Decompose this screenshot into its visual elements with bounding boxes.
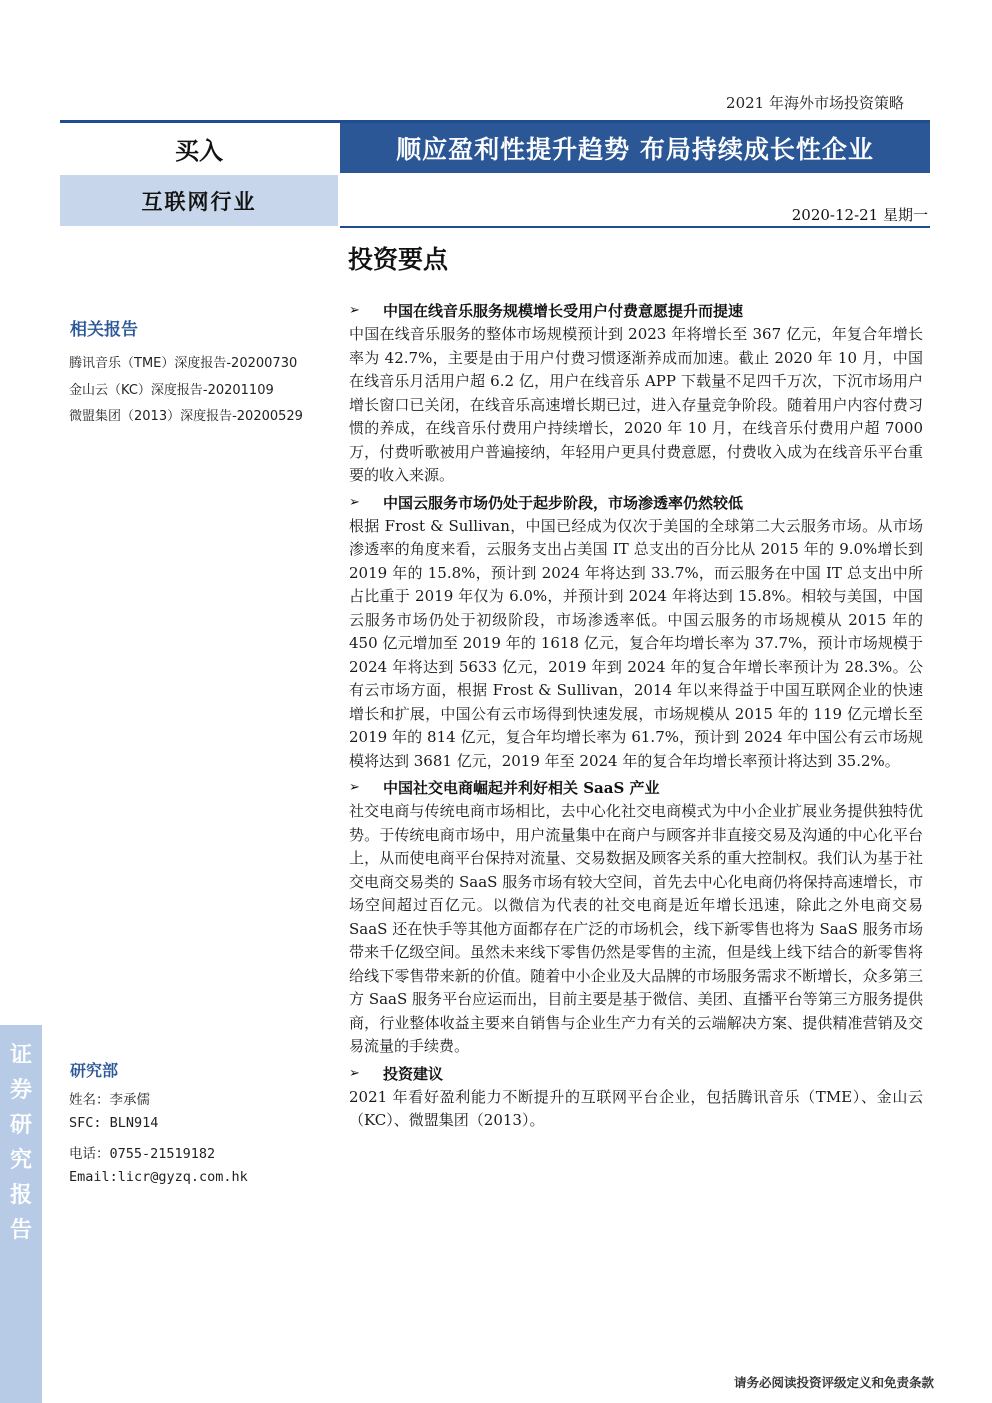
arrowhead-bullet-icon: ➢	[349, 303, 360, 318]
bullet-heading	[349, 775, 923, 800]
analyst-name: 姓名：李承儒	[69, 1092, 150, 1108]
analyst-email[interactable]: Email:licr@gyzq.com.hk	[69, 1169, 248, 1185]
paragraph: 中国在线音乐服务的整体市场规模预计到 2023 年将增长至 367 亿元，年复合年增长率为 42.7%，主要是由于用户付费习惯逐渐养成而加速。截止 2020 年 10 月，中国在线音乐月活用户超 6.2 亿，用户在线音乐 APP 下载量不足四千万次，下沉市场用户增长窗口已关闭，在线音乐高速增长期已过，进入存量竞争阶段。随着用户内容付费习惯的养成，在线音乐付费用户持续增长，2020 年 10 月，在线音乐付费用户超 7000 万，付费听歌被用户普遍接纳，年轻用户更具付费意愿，付费收入成为在线音乐平台重要的收入来源。	[349, 325, 923, 484]
footer-disclaimer: 请务必阅读投资评级定义和免责条款	[733, 1375, 934, 1390]
research-dept-title: 研究部	[70, 1061, 119, 1080]
rating-label: 买入	[175, 135, 223, 165]
bullet-heading-text: 投资建议	[383, 1064, 444, 1083]
bullet-heading	[349, 490, 923, 515]
analyst-phone: 电话：0755-21519182	[69, 1146, 216, 1162]
document-title: 2021 年海外市场投资策略	[726, 94, 904, 112]
bullet-heading-text: 中国云服务市场仍处于起步阶段，市场渗透率仍然较低	[383, 493, 744, 512]
related-report-link[interactable]: 腾讯音乐（TME）深度报告-20200730	[69, 356, 298, 371]
analyst-sfc: SFC: BLN914	[69, 1115, 159, 1131]
related-reports-title: 相关报告	[70, 320, 138, 340]
arrowhead-bullet-icon: ➢	[349, 780, 360, 795]
paragraph: 根据 Frost & Sullivan，中国已经成为仅次于美国的全球第二大云服务市场。从市场渗透率的角度来看，云服务支出占美国 IT 总支出的百分比从 2015 年的 9.0%增长到 2019 年的 15.8%，预计到 2024 年将达到 33.7%，而云服务在中国 IT 总支出中所占比重于 2019 年仅为 6.0%，并预计到 2024 年将达到 15.8%。相较与美国，中国云服务市场仍处于初级阶段，市场渗透率低。中国云服务的市场规模从 2015 年的 450 亿元增加至 2019 年的 1618 亿元，复合年均增长率为 37.7%，预计市场规模于 2024 年将达到 5633 亿元，2019 年到 2024 年的复合年增长率预计为 28.3%。公有云市场方面，根据 Frost & Sullivan，2014 年以来得益于中国互联网企业的快速增长和扩展，中国公有云市场得到快速发展，市场规模从 2015 年的 119 亿元增长至 2019 年的 814 亿元，复合年均增长率为 61.7%，预计到 2024 年中国公有云市场规模将达到 3681 亿元，2019 年至 2024 年的复合年均增长率预计将达到 35.2%。	[349, 516, 923, 770]
report-date: 2020-12-21 星期一	[791, 206, 928, 224]
bullet-heading	[349, 298, 923, 323]
arrowhead-bullet-icon: ➢	[349, 1065, 360, 1081]
related-report-link[interactable]: 金山云（KC）深度报告-20201109	[69, 383, 274, 398]
date-rule	[340, 226, 930, 228]
report-headline: 顺应盈利性提升趋势 布局持续成长性企业	[340, 123, 930, 173]
bullet-heading-text: 中国社交电商崛起并利好相关 SaaS 产业	[383, 779, 660, 797]
related-report-link[interactable]: 微盟集团（2013）深度报告-20200529	[69, 409, 303, 424]
vertical-report-label: 证 券 研 究 报 告	[9, 1042, 32, 1243]
paragraph: 社交电商与传统电商市场相比，去中心化社交电商模式为中小企业扩展业务提供独特优势。于传统电商市场中，用户流量集中在商户与顾客并非直接交易及沟通的中心化平台上，从而使电商平台保持对流量、交易数据及顾客关系的重大控制权。我们认为基于社交电商交易类的 SaaS 服务市场有较大空间，首先去中心化电商仍将保持高速增长，市场空间超过百亿元。以微信为代表的社交电商是近年增长迅速，除此之外电商交易 SaaS 还在快手等其他方面都存在广泛的市场机会，线下新零售也将为 SaaS 服务市场带来千亿级空间。虽然未来线下零售仍然是零售的主流，但是线上线下结合的新零售将给线下零售带来新的价值。随着中小企业及大品牌的市场服务需求不断增长，众多第三方 SaaS 服务平台应运而出，目前主要是基于微信、美团、直播平台等第三方服务提供商，行业整体收益主要来自销售与企业生产力有关的云端解决方案、提供精准营销及交易流量的手续费。	[349, 802, 923, 1055]
bullet-heading	[349, 1061, 923, 1086]
section-title: 投资要点	[348, 245, 449, 274]
industry-label: 互联网行业	[60, 175, 338, 226]
bullet-heading-text: 中国在线音乐服务规模增长受用户付费意愿提升而提速	[383, 302, 744, 320]
arrowhead-bullet-icon: ➢	[349, 494, 360, 510]
main-content	[349, 298, 923, 1135]
paragraph: 2021 年看好盈利能力不断提升的互联网平台企业，包括腾讯音乐（TME）、金山云（KC）、微盟集团（2013）。	[349, 1087, 923, 1129]
